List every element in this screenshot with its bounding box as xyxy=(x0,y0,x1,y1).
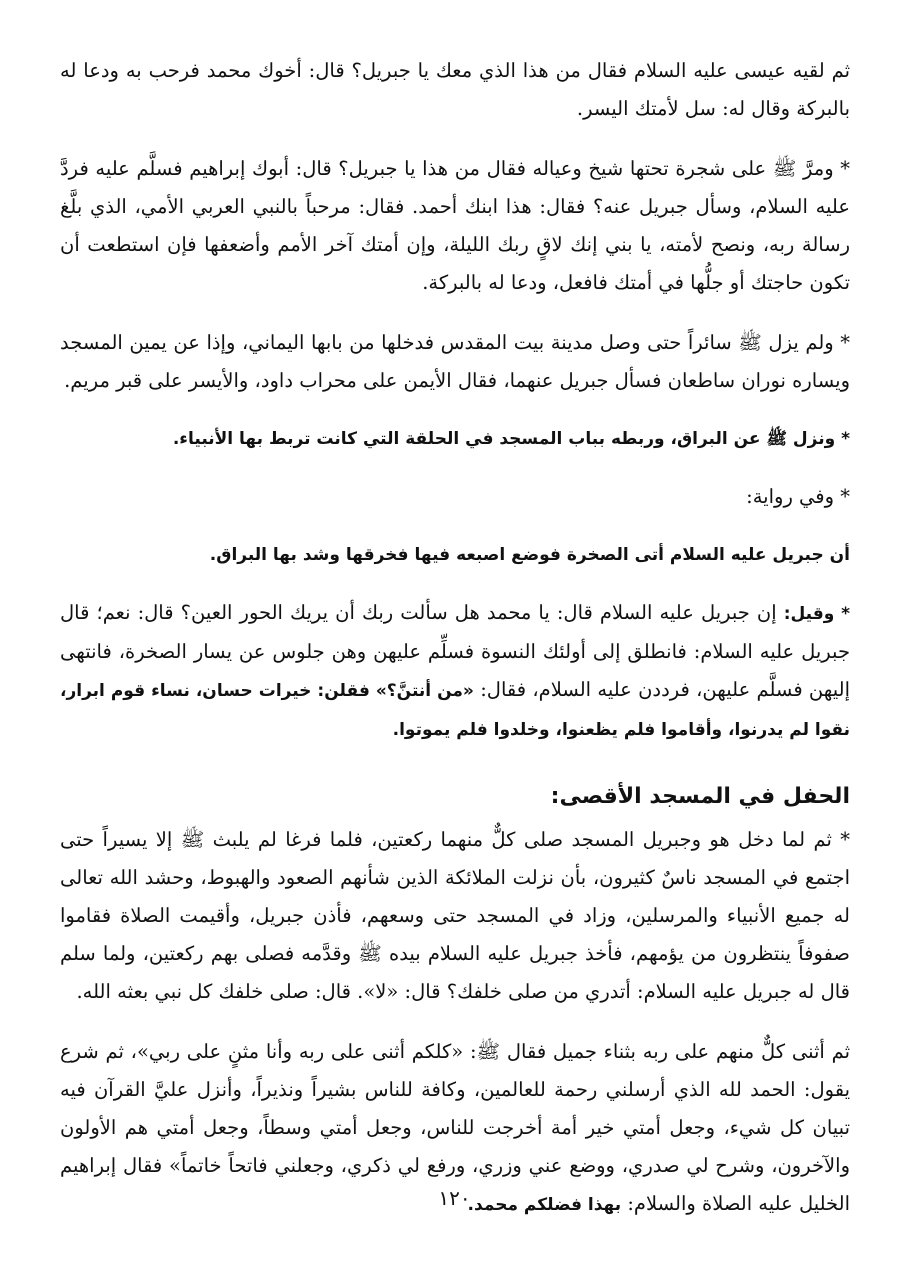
paragraph-ibrahim: * ومرَّ ﷺ على شجرة تحتها شيخ وعياله فقال من هذا يا جبريل؟ قال: أبوك إبراهيم فسلَّم عليه فردَّ عليه السلام، وسأل جبريل عنه؟ فقال: هذا ابنك أحمد. فقال: مرحباً بالنبي العربي الأمي، الذي بلَّغ رسالة ربه، ونصح لأمته، يا بني إنك لاقٍ ربك الليلة، وإن أمتك آخر الأمم وأضعفها فإن استطعت أن تكون حاجتك أو جلُّها في أمتك فافعل، ودعا له بالبركة. xyxy=(60,157,850,294)
wa-qil-label: * وقيل: xyxy=(783,604,850,624)
paragraph-praise-bold: بهذا فضلكم محمد. xyxy=(467,1195,622,1215)
section-heading: الحفل في المسجد الأقصى: xyxy=(550,784,850,809)
book-page xyxy=(60,52,850,1246)
paragraph-bayt-almaqdis: * ولم يزل ﷺ سائراً حتى وصل مدينة بيت المقدس فدخلها من بابها اليماني، وإذا عن يمين المسجد ويساره نوران ساطعان فسأل جبريل عنهما، فقال الأيمن على محراب داود، والأيسر على قبر مريم. xyxy=(60,331,850,392)
paragraph-hur xyxy=(60,594,850,749)
paragraph-hur-text: إن جبريل عليه السلام قال: يا محمد هل سألت ربك أن يريك الحور العين؟ قال: نعم؛ قال جبريل عليه السلام: فانطلق إلى أولئك النسوة فسلِّم عليهن وهن جلوس عن يسار الصخرة، فانتهى إليهن فسلَّم عليهن، فرددن عليه السلام، فقال: xyxy=(60,601,851,701)
paragraph-isa: ثم لقيه عيسى عليه السلام فقال من هذا الذي معك يا جبريل؟ قال: أخوك محمد فرحب به ودعا له بالبركة وقال له: سل لأمتك اليسر. xyxy=(60,59,850,120)
paragraph-hur-bold: «من أنتنَّ؟» فقلن: خيرات حسان، نساء قوم ابرار، نقوا لم يدرنوا، وأقاموا فلم يظعنوا، وخلدوا فلم يموتوا. xyxy=(60,681,850,740)
paragraph-prayer: * ثم لما دخل هو وجبريل المسجد صلى كلٌّ منهما ركعتين، فلما فرغا لم يلبث ﷺ إلا يسيراً حتى اجتمع في المسجد ناسٌ كثيرون، بأن نزلت الملائكة الذين شأنهم الصعود والهبوط، وحشد الله تعالى له جميع الأنبياء والمرسلين، وزاد في المسجد حتى وسعهم، فأذن جبريل، وأقيمت الصلاة فقاموا صفوفاً ينتظرون من يؤمهم، فأخذ جبريل عليه السلام بيده ﷺ وقدَّمه فصلى بهم ركعتين، ولما سلم قال له جبريل عليه السلام: أتدري من صلى خلفك؟ قال: «لا». قال: صلى خلفك كل نبي بعثه الله. xyxy=(60,828,850,1003)
bold-line-sakhra: أن جبريل عليه السلام أتى الصخرة فوضع اصبعه فيها فخرقها وشد بها البراق. xyxy=(209,545,850,565)
riwaya-label: * وفي رواية: xyxy=(746,485,850,508)
paragraph-praise-text: ثم أثنى كلٌّ منهم على ربه بثناء جميل فقال ﷺ: «كلكم أثنى على ربه وأنا مثنٍ على ربي»، ثم شرع يقول: الحمد لله الذي أرسلني رحمة للعالمين، وكافة للناس بشيراً ونذيراً، وأنزل عليَّ القرآن فيه تبيان كل شيء، وجعل أمتي خير أمة أخرجت للناس، وجعل أمتي وسطاً، وجعل أمتي هم الأولون والآخرون، وشرح لي صدري، ووضع عني وزري، ورفع لي ذكري، وجعلني فاتحاً خاتماً» فقال إبراهيم الخليل عليه الصلاة والسلام: xyxy=(60,1040,850,1215)
page-number: ١٢٠ xyxy=(438,1186,471,1210)
bold-line-buraq: * ونزل ﷺ عن البراق، وربطه بباب المسجد في الحلقة التي كانت تربط بها الأنبياء. xyxy=(172,429,850,449)
